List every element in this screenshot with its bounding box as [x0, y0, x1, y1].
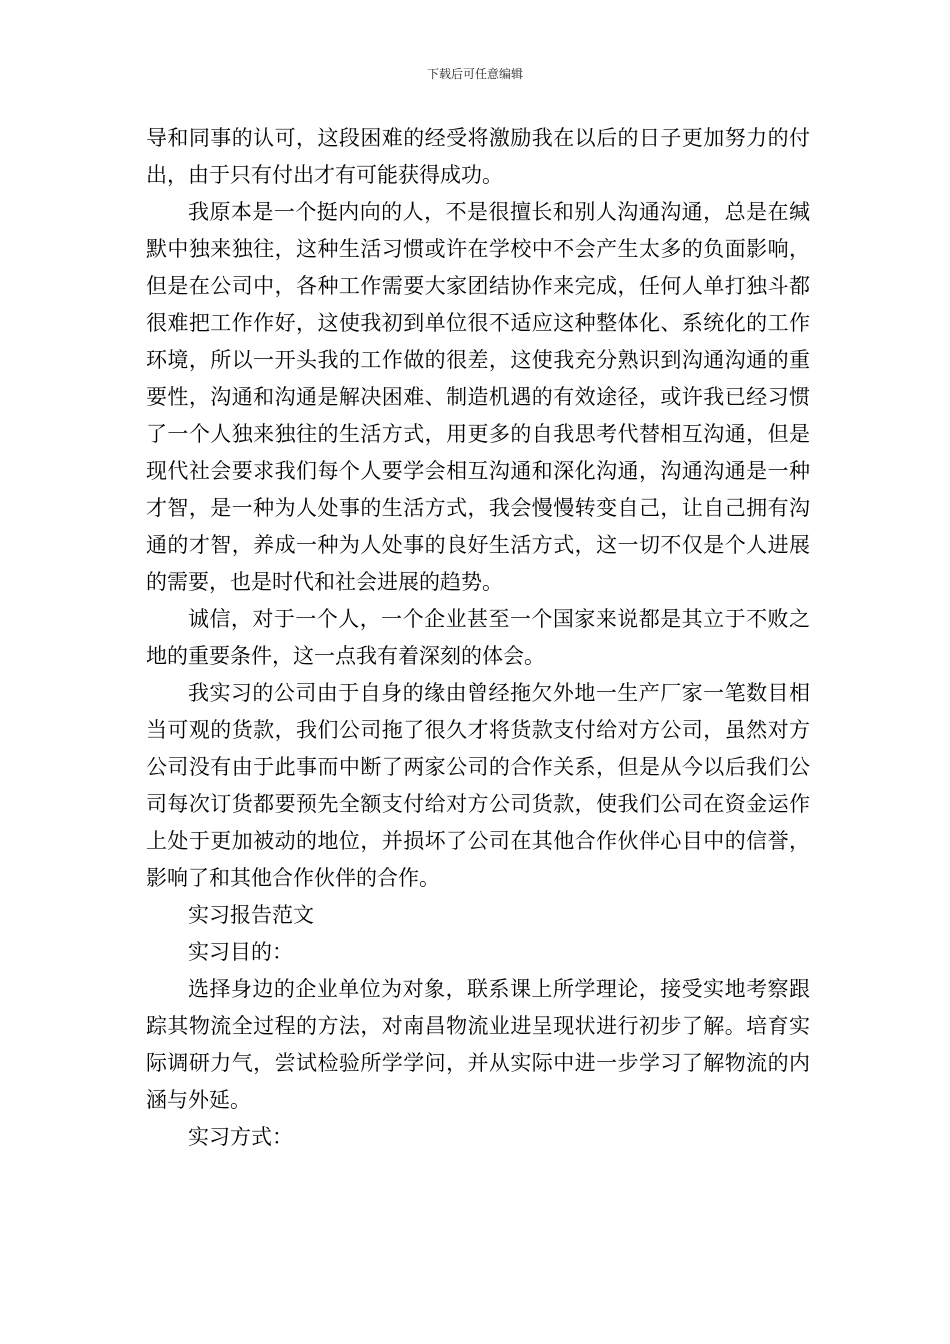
paragraph-payment-story: 我实习的公司由于自身的缘由曾经拖欠外地一生产厂家一笔数目相当可观的货款，我们公司拖了很久才将货款支付给对方公司，虽然对方公司没有由于此事而中断了两家公司的合作关系，但是从今以后我们公司每次订货都要预先全额支付给对方公司货款，使我们公司在资金运作上处于更加被动的地位，并损坏了公司在其他合作伙伴心目中的信誉，影响了和其他合作伙伴的合作。 — [146, 681, 810, 890]
paragraph-integrity: 诚信，对于一个人，一个企业甚至一个国家来说都是其立于不败之地的重要条件，这一点我有着深刻的体会。 — [146, 607, 810, 668]
document-body — [146, 120, 810, 1156]
paragraph-communication: 我原本是一个挺内向的人，不是很擅长和别人沟通沟通，总是在缄默中独来独往，这种生活习惯或许在学校中不会产生太多的负面影响，但是在公司中，各种工作需要大家团结协作来完成，任何人单打独斗都很难把工作作好，这使我初到单位很不适应这种整体化、系统化的工作环境，所以一开头我的工作做的很差，这使我充分熟识到沟通沟通的重要性，沟通和沟通是解决困难、制造机遇的有效途径，或许我已经习惯了一个人独来独往的生活方式，用更多的自我思考代替相互沟通，但是现代社会要求我们每个人要学会相互沟通和深化沟通，沟通沟通是一种才智，是一种为人处事的生活方式，我会慢慢转变自己，让自己拥有沟通的才智，养成一种为人处事的良好生活方式，这一切不仅是个人进展的需要，也是时代和社会进展的趋势。 — [146, 200, 810, 594]
section-heading-report: 实习报告范文 — [188, 903, 314, 927]
page-header: 下载后可任意编辑 — [426, 67, 523, 81]
section-heading-method: 实习方式： — [188, 1125, 293, 1149]
paragraph-continuation: 导和同事的认可，这段困难的经受将激励我在以后的日子更加努力的付出，由于只有付出才有可能获得成功。 — [146, 126, 810, 187]
paragraph-purpose: 选择身边的企业单位为对象，联系课上所学理论，接受实地考察跟踪其物流全过程的方法，对南昌物流业进呈现状进行初步了解。培育实际调研力气，尝试检验所学学问，并从实际中进一步学习了解物流的内涵与外延。 — [146, 977, 810, 1112]
section-heading-purpose: 实习目的： — [188, 940, 293, 964]
